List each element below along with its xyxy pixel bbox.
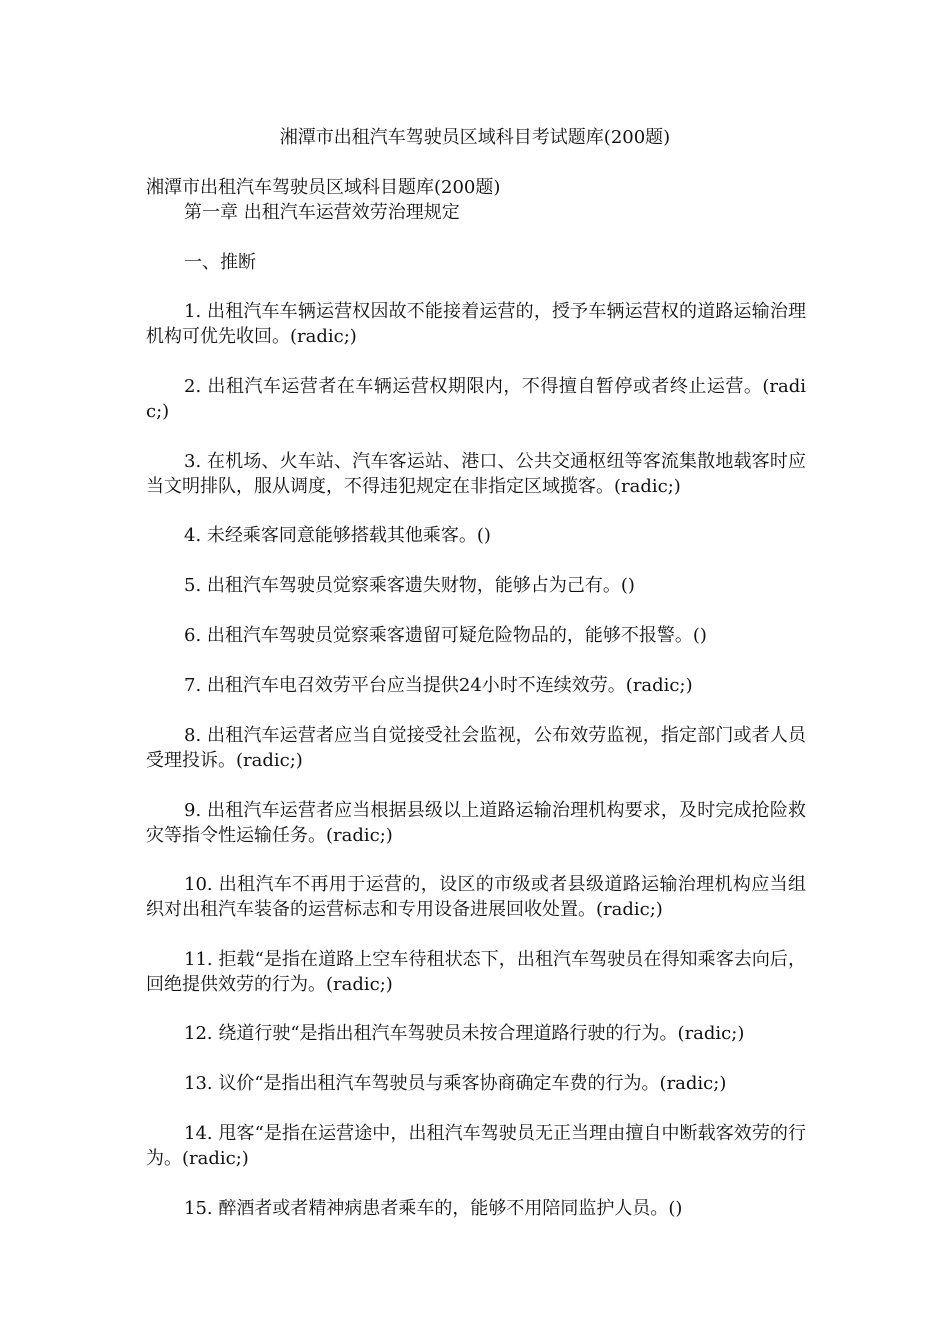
- question-item: 2. 出租汽车运营者在车辆运营权期限内，不得擅自暂停或者终止运营。(radic;): [146, 376, 806, 422]
- section-heading: 一、推断: [184, 252, 256, 273]
- question-item: 15. 醉酒者或者精神病患者乘车的，能够不用陪同监护人员。(): [184, 1198, 683, 1219]
- document-subtitle: 湘潭市出租汽车驾驶员区域科目题库(200题): [146, 177, 501, 198]
- question-item: 6. 出租汽车驾驶员觉察乘客遗留可疑危险物品的，能够不报警。(): [184, 625, 707, 646]
- question-item: 12. 绕道行驶“是指出租汽车驾驶员未按合理道路行驶的行为。(radic;): [184, 1023, 745, 1044]
- question-item: 13. 议价“是指出租汽车驾驶员与乘客协商确定车费的行为。(radic;): [184, 1073, 727, 1094]
- question-item: 7. 出租汽车电召效劳平台应当提供24小时不连续效劳。(radic;): [184, 675, 693, 696]
- question-item: 4. 未经乘客同意能够搭载其他乘客。(): [184, 525, 491, 546]
- question-item: 14. 甩客“是指在运营途中，出租汽车驾驶员无正当理由擅自中断载客效劳的行为。(radic;): [146, 1123, 806, 1169]
- question-item: 8. 出租汽车运营者应当自觉接受社会监视，公布效劳监视，指定部门或者人员受理投诉。(radic;): [146, 725, 806, 771]
- question-item: 9. 出租汽车运营者应当根据县级以上道路运输治理机构要求，及时完成抢险救灾等指令性运输任务。(radic;): [146, 800, 806, 846]
- question-item: 3. 在机场、火车站、汽车客运站、港口、公共交通枢纽等客流集散地载客时应当文明排队，服从调度，不得违犯规定在非指定区域揽客。(radic;): [146, 451, 806, 497]
- question-item: 11. 拒载“是指在道路上空车待租状态下，出租汽车驾驶员在得知乘客去向后，回绝提供效劳的行为。(radic;): [146, 949, 806, 995]
- question-item: 10. 出租汽车不再用于运营的，设区的市级或者县级道路运输治理机构应当组织对出租汽车装备的运营标志和专用设备进展回收处置。(radic;): [146, 874, 806, 920]
- question-item: 1. 出租汽车车辆运营权因故不能接着运营的，授予车辆运营权的道路运输治理机构可优先收回。(radic;): [146, 301, 806, 347]
- document-title: 湘潭市出租汽车驾驶员区域科目考试题库(200题): [279, 127, 671, 148]
- chapter-heading: 第一章 出租汽车运营效劳治理规定: [184, 202, 460, 223]
- question-item: 5. 出租汽车驾驶员觉察乘客遗失财物，能够占为己有。(): [184, 575, 635, 596]
